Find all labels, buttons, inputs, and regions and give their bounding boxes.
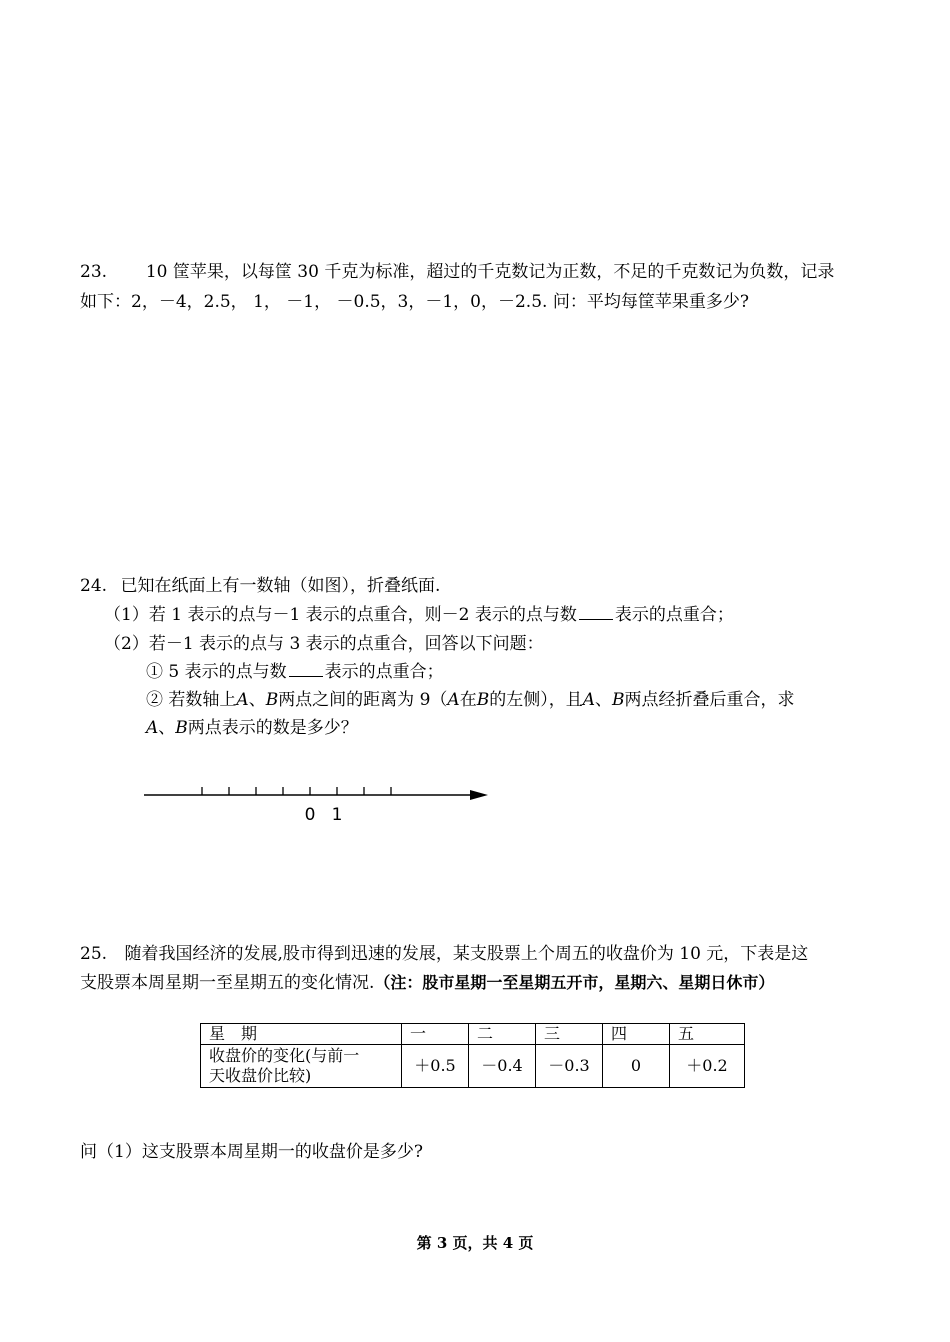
q24-sub2-text-c: 在 bbox=[459, 690, 477, 710]
q24-number: 24. bbox=[80, 576, 108, 596]
q24-sub2-text-a: ② 若数轴上 bbox=[146, 690, 237, 710]
value-cell: 0 bbox=[603, 1045, 670, 1088]
day-cell: 三 bbox=[536, 1024, 603, 1045]
axis-label-zero: 0 bbox=[304, 805, 316, 825]
q25-text-1: 随着我国经济的发展,股市得到迅速的发展，某支股票上个周五的收盘价为 10 元，下表是这 bbox=[124, 944, 809, 964]
q25-text-2: 支股票本周星期一至星期五的变化情况. bbox=[80, 973, 375, 993]
var-b: B bbox=[476, 690, 490, 710]
q24-intro-text: 已知在纸面上有一数轴（如图），折叠纸面. bbox=[120, 576, 441, 596]
var-b: B bbox=[265, 690, 279, 710]
q24-part2: （2）若－1 表示的点与 3 表示的点重合，回答以下问题： bbox=[104, 634, 544, 654]
q24-sub2-text-b: 两点之间的距离为 9（ bbox=[278, 690, 448, 710]
sep: 、 bbox=[158, 718, 176, 738]
number-line-figure bbox=[140, 780, 500, 830]
row-label-cell bbox=[201, 1045, 402, 1088]
q24-part1-text-a: （1）若 1 表示的点与－1 表示的点重合，则－2 表示的点与数 bbox=[104, 605, 577, 625]
stock-change-table bbox=[200, 1023, 745, 1088]
q24-sub2-text-d: 的左侧），且 bbox=[489, 690, 583, 710]
q24-sub2-line2 bbox=[146, 716, 358, 740]
var-b: B bbox=[175, 718, 188, 738]
var-b: B bbox=[611, 690, 625, 710]
q23-number: 23. bbox=[80, 262, 108, 282]
q23-line2: 如下：2，－4，2.5， 1， －1， －0.5，3，－1，0，－2.5. 问：平均每筐苹果重多少? bbox=[80, 292, 749, 312]
table-row bbox=[201, 1045, 745, 1088]
var-a: A bbox=[447, 690, 460, 710]
sep: 、 bbox=[248, 690, 266, 710]
value-cell: ＋0.2 bbox=[670, 1045, 745, 1088]
q23-line1 bbox=[80, 260, 834, 284]
sep: 、 bbox=[594, 690, 612, 710]
q25-number: 25. bbox=[80, 944, 108, 964]
q24-sub1-blank[interactable] bbox=[289, 660, 323, 677]
day-cell: 五 bbox=[670, 1024, 745, 1045]
q24-sub2-text-e: 两点经折叠后重合，求 bbox=[624, 690, 795, 710]
q24-sub1 bbox=[146, 660, 444, 684]
table-row bbox=[201, 1024, 745, 1045]
q24-part1 bbox=[104, 603, 734, 627]
q24-part1-text-b: 表示的点重合； bbox=[614, 605, 734, 625]
q25-question1: 问（1）这支股票本周星期一的收盘价是多少? bbox=[80, 1142, 423, 1162]
var-a: A bbox=[236, 690, 249, 710]
day-cell: 一 bbox=[402, 1024, 469, 1045]
day-cell: 二 bbox=[469, 1024, 536, 1045]
page-footer: 第 3 页，共 4 页 bbox=[416, 1234, 534, 1252]
q25-note: （注：股市星期一至星期五开市，星期六、星期日休市） bbox=[374, 973, 775, 992]
q25-line1 bbox=[80, 942, 808, 966]
value-cell: ＋0.5 bbox=[402, 1045, 469, 1088]
q24-sub1-text-a: ① 5 表示的点与数 bbox=[146, 662, 287, 682]
q24-sub2-text-f: 两点表示的数是多少？ bbox=[187, 718, 358, 738]
q23-text-1: 10 筐苹果，以每筐 30 千克为标准，超过的千克数记为正数，不足的千克数记为负数，记录 bbox=[145, 262, 835, 282]
q24-sub2-line1 bbox=[146, 688, 794, 712]
value-cell: －0.3 bbox=[536, 1045, 603, 1088]
row-label-line-2: 天收盘价比较) bbox=[209, 1066, 312, 1085]
arrow-right-icon bbox=[470, 790, 488, 800]
q24-intro bbox=[80, 574, 440, 598]
q25-line2 bbox=[80, 971, 774, 995]
row-label-line-1: 收盘价的变化(与前一 bbox=[209, 1046, 360, 1065]
axis-label-one: 1 bbox=[331, 805, 343, 825]
day-cell: 四 bbox=[603, 1024, 670, 1045]
q24-part1-blank[interactable] bbox=[579, 603, 613, 620]
var-a: A bbox=[582, 690, 595, 710]
value-cell: －0.4 bbox=[469, 1045, 536, 1088]
header-label-cell: 星 期 bbox=[201, 1024, 402, 1045]
q24-sub1-text-b: 表示的点重合； bbox=[324, 662, 444, 682]
var-a: A bbox=[146, 718, 159, 738]
